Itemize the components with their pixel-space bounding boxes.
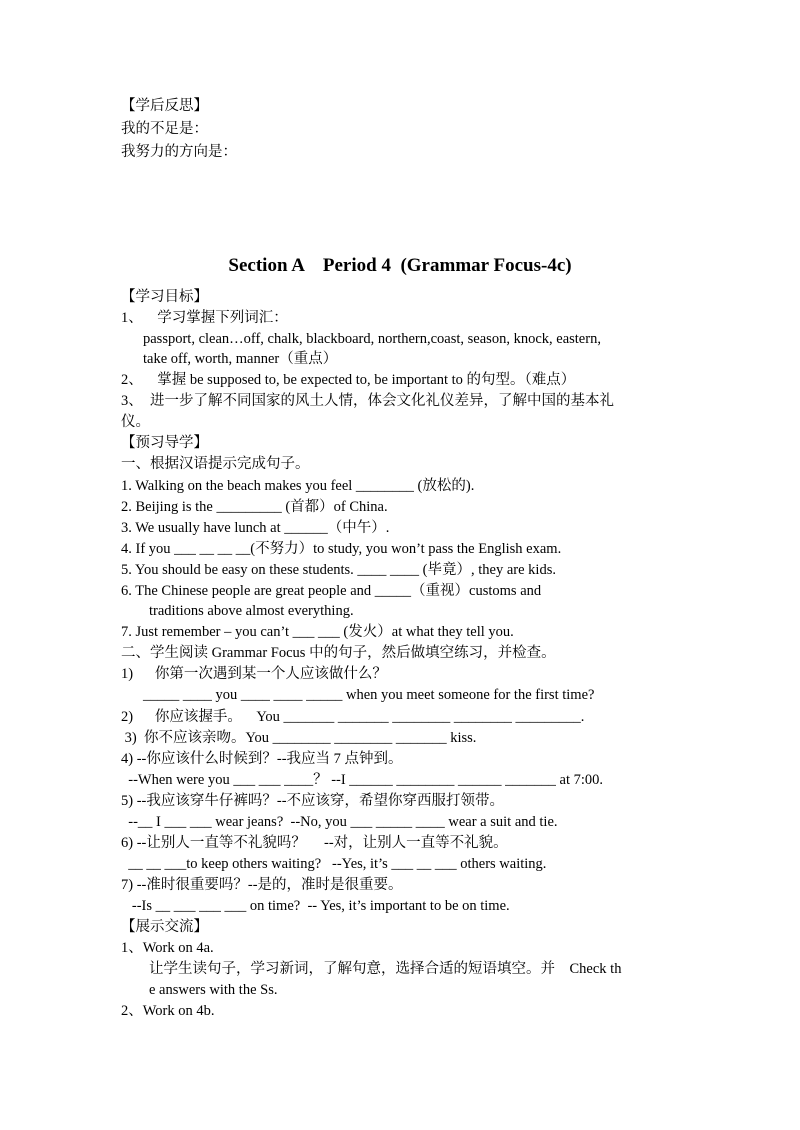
work-item-1-desc-line-1: 让学生读句子，学习新词，了解句意，选择合适的短语填空。并 Check th <box>149 961 622 977</box>
objective-item-3-line-2: 仪。 <box>121 414 150 430</box>
question-3: 3) 你不应该亲吻。You ________ ________ _______ kiss. <box>121 730 477 746</box>
sentence-2: 2. Beijing is the _________ (首都）of China. <box>121 499 388 515</box>
sentence-5: 5. You should be easy on these students. ____ ____ (毕竟）, they are kids. <box>121 562 556 578</box>
question-5-chinese: 5) --我应该穿牛仔裤吗？--不应该穿，希望你穿西服打领带。 <box>121 793 505 809</box>
question-6-chinese: 6) --让别人一直等不礼貌吗？ --对，让别人一直等不礼貌。 <box>121 835 508 851</box>
sentence-3: 3. We usually have lunch at ______（中午）. <box>121 520 390 536</box>
question-2: 2) 你应该握手。 You _______ _______ ________ ________ _________. <box>121 709 585 725</box>
objective-item-1: 1、 学习掌握下列词汇： <box>121 310 288 326</box>
objective-item-2: 2、 掌握 be supposed to, be expected to, be important to 的句型。（难点） <box>121 372 576 388</box>
sentence-6-line-1: 6. The Chinese people are great people and _____（重视）customs and <box>121 583 542 599</box>
display-header: 【展示交流】 <box>121 919 208 935</box>
work-item-1-desc-line-2: e answers with the Ss. <box>149 982 278 998</box>
sentence-1: 1. Walking on the beach makes you feel ________ (放松的). <box>121 478 475 494</box>
work-item-1: 1、Work on 4a. <box>121 940 214 956</box>
objectives-header: 【学习目标】 <box>121 289 208 305</box>
vocab-line-1: passport, clean…off, chalk, blackboard, northern,coast, season, knock, eastern, <box>143 331 601 347</box>
question-4-english: --When were you ___ ___ ____？ --I ______ ________ ______ _______ at 7:00. <box>121 772 604 788</box>
part1-title: 一、根据汉语提示完成句子。 <box>121 456 310 472</box>
part2-title: 二、学生阅读 Grammar Focus 中的句子，然后做填空练习，并检查。 <box>121 645 556 661</box>
question-1-english: _____ ____ you ____ ____ _____ when you meet someone for the first time? <box>143 687 595 703</box>
question-4-chinese: 4) --你应该什么时候到？--我应当 7 点钟到。 <box>121 751 403 767</box>
page-title: Section A Period 4 (Grammar Focus-4c) <box>228 255 572 276</box>
work-item-2: 2、Work on 4b. <box>121 1003 215 1019</box>
sentence-7: 7. Just remember – you can’t ___ ___ (发火）at what they tell you. <box>121 624 514 640</box>
preview-header: 【预习导学】 <box>121 435 208 451</box>
question-6-english: __ __ ___to keep others waiting? --Yes, it’s ___ __ ___ others waiting. <box>121 856 547 872</box>
sentence-6-line-2: traditions above almost everything. <box>149 603 354 619</box>
vocab-line-2: take off, worth, manner（重点） <box>143 351 338 367</box>
question-7-english: --Is __ ___ ___ ___ on time? -- Yes, it’s important to be on time. <box>121 898 510 914</box>
sentence-4: 4. If you ___ __ __ __(不努力）to study, you won’t pass the English exam. <box>121 541 562 557</box>
question-5-english: --__ I ___ ___ wear jeans? --No, you ___ _____ ____ wear a suit and tie. <box>121 814 558 830</box>
direction-line: 我努力的方向是： <box>121 144 237 160</box>
shortcomings-line: 我的不足是： <box>121 121 208 137</box>
question-7-chinese: 7) --准时很重要吗？--是的，准时是很重要。 <box>121 877 403 893</box>
question-1-chinese: 1) 你第一次遇到某一个人应该做什么？ <box>121 666 387 682</box>
objective-item-3-line-1: 3、 进一步了解不同国家的风土人情，体会文化礼仪差异，了解中国的基本礼 <box>121 393 614 409</box>
reflection-header: 【学后反思】 <box>121 98 208 114</box>
